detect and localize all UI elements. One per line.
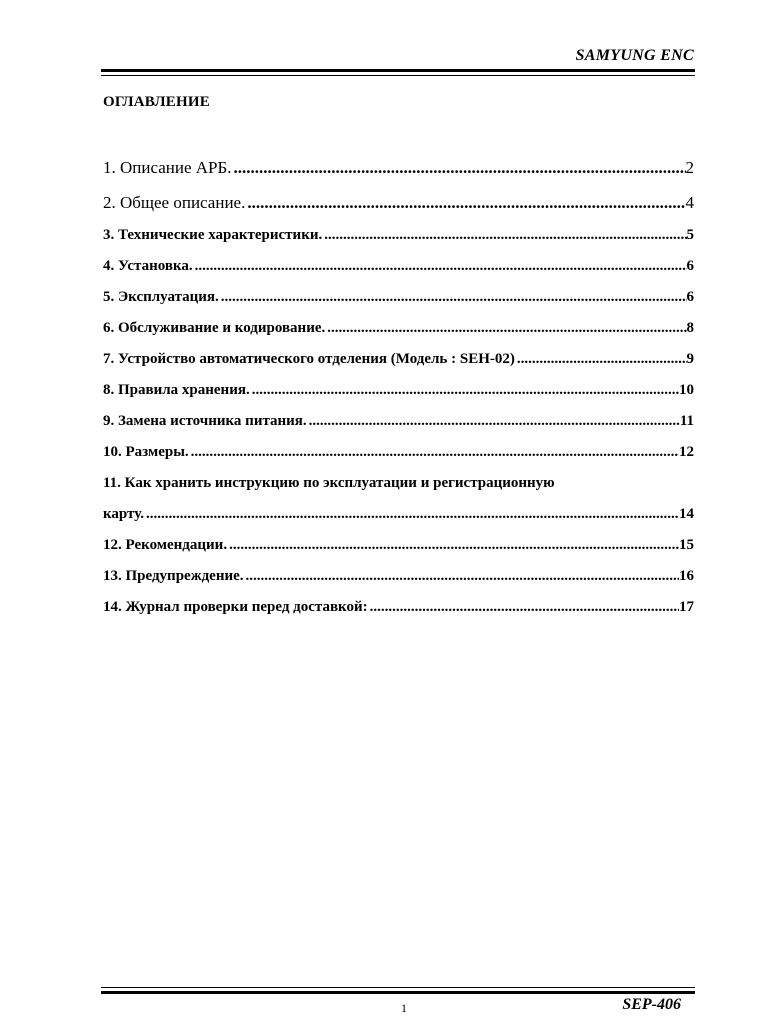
- toc-heading: ОГЛАВЛЕНИЕ: [103, 94, 210, 110]
- header-rule: [101, 69, 695, 72]
- toc-entry-title: 3. Технические характеристики.: [103, 227, 323, 243]
- toc-entry[interactable]: [103, 313, 694, 344]
- toc-entry[interactable]: [103, 251, 694, 282]
- toc-entry-title: 4. Установка.: [103, 258, 193, 274]
- toc-entry-title-line1[interactable]: 11. Как хранить инструкцию по эксплуатации и регистрационную: [103, 475, 555, 491]
- toc-entry-page: 16: [679, 568, 694, 584]
- toc-leader-dots: [221, 282, 687, 313]
- toc-entry-title: 5. Эксплуатация.: [103, 289, 219, 305]
- toc-entry-title: 10. Размеры.: [103, 444, 189, 460]
- toc-leader-dots: [370, 592, 679, 623]
- header-rule-thin: [101, 75, 695, 76]
- toc-leader-dots: [324, 220, 686, 251]
- footer-rule-thin: [101, 987, 695, 988]
- toc-entry-title: 14. Журнал проверки перед доставкой:: [103, 599, 368, 615]
- toc-leader-dots: [327, 313, 686, 344]
- toc-entry[interactable]: [103, 185, 694, 220]
- toc-leader-dots: [229, 530, 679, 561]
- toc-entry[interactable]: [103, 150, 694, 185]
- toc-entry-page: 17: [679, 599, 694, 615]
- toc-entry[interactable]: [103, 592, 694, 623]
- toc-entry-title: 7. Устройство автоматического отделения (Модель : SEH-02): [103, 351, 515, 367]
- toc-entry-title: 8. Правила хранения.: [103, 382, 250, 398]
- toc-entry[interactable]: [103, 499, 694, 530]
- toc-entry-title: 2. Общее описание.: [103, 193, 246, 212]
- toc-entry[interactable]: [103, 344, 694, 375]
- header-brand: SAMYUNG ENC: [575, 47, 694, 64]
- toc-entry[interactable]: [103, 406, 694, 437]
- toc-entry[interactable]: [103, 282, 694, 313]
- toc-leader-dots: [246, 561, 679, 592]
- toc-entry-title: 1. Описание АРБ.: [103, 158, 232, 177]
- footer-model: SEP-406: [622, 996, 681, 1013]
- toc-entry-title: карту.: [103, 506, 144, 522]
- toc-leader-dots: [247, 185, 685, 220]
- toc-entry-page: 4: [685, 193, 694, 212]
- toc-entry[interactable]: [103, 437, 694, 468]
- toc-entry[interactable]: [103, 375, 694, 406]
- toc-leader-dots: [234, 150, 686, 185]
- toc-entry-title: 13. Предупреждение.: [103, 568, 244, 584]
- toc-entry-page: 5: [686, 227, 694, 243]
- toc-entry-page: 14: [679, 506, 694, 522]
- toc-entry-page: 6: [686, 258, 694, 274]
- toc-entry-title: 9. Замена источника питания.: [103, 413, 307, 429]
- footer-rule: [101, 991, 695, 994]
- toc-leader-dots: [517, 344, 687, 375]
- toc-leader-dots: [309, 406, 680, 437]
- toc-entry-title: 12. Рекомендации.: [103, 537, 228, 553]
- toc-entry[interactable]: [103, 530, 694, 561]
- table-of-contents: [103, 150, 694, 623]
- page-number: 1: [401, 1001, 407, 1015]
- toc-entry[interactable]: [103, 220, 694, 251]
- toc-entry-page: 10: [679, 382, 694, 398]
- toc-entry-title: 6. Обслуживание и кодирование.: [103, 320, 326, 336]
- toc-leader-dots: [195, 251, 687, 282]
- toc-entry-page: 8: [686, 320, 694, 336]
- toc-entry-page: 15: [679, 537, 694, 553]
- toc-entry-page: 9: [686, 351, 694, 367]
- toc-entry-page: 6: [686, 289, 694, 305]
- toc-leader-dots: [191, 437, 679, 468]
- toc-leader-dots: [146, 499, 679, 530]
- toc-entry-page: 12: [679, 444, 694, 460]
- toc-leader-dots: [252, 375, 679, 406]
- toc-entry-page: 2: [685, 158, 694, 177]
- toc-entry[interactable]: [103, 561, 694, 592]
- toc-entry-page: 11: [679, 413, 694, 429]
